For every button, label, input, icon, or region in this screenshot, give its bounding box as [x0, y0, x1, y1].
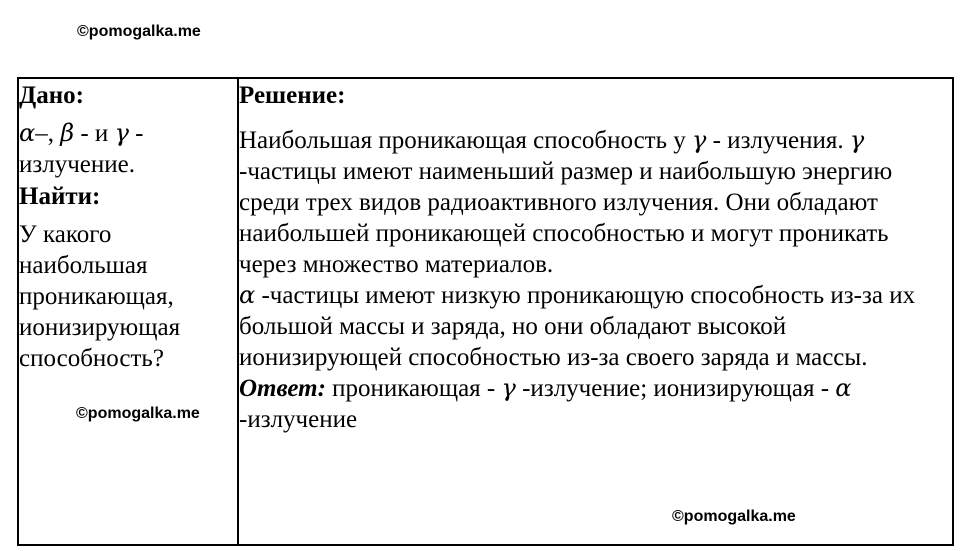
given-after-beta: - и — [74, 120, 115, 147]
beta-symbol: β — [60, 119, 75, 147]
given-header: Дано: — [19, 82, 84, 109]
answer — [239, 373, 952, 435]
p1-text-b: - излучения. — [706, 127, 850, 154]
p2-text: -частицы имеют низкую проникающую способность из-за их большой массы и заряда, но они обладают высокой ионизирующей способностью из-за своего заряда и массы. — [239, 282, 916, 371]
given-after-alpha: –, — [35, 120, 61, 147]
alpha-symbol: α — [835, 374, 852, 402]
watermark-middle: ©pomogalka.me — [76, 405, 200, 422]
solution-header: Решение: — [239, 82, 346, 109]
gamma-symbol: γ — [114, 119, 129, 147]
watermark-bottom: ©pomogalka.me — [672, 508, 796, 525]
given-column — [18, 78, 238, 545]
alpha-symbol: α — [239, 281, 256, 309]
solution-paragraph-2 — [239, 280, 952, 373]
given-particles — [19, 118, 237, 180]
given-after-gamma: - — [128, 120, 144, 147]
watermark-top: ©pomogalka.me — [77, 23, 201, 40]
find-question: У какого наибольшая проникающая, ионизирующая способность? — [19, 221, 181, 372]
answer-label: Ответ: — [239, 375, 326, 402]
gamma-symbol: γ — [692, 126, 707, 154]
solution-table — [17, 77, 954, 546]
p1-text-a: Наибольшая проникающая способность у — [239, 127, 693, 154]
given-particles-line2: излучение. — [19, 151, 136, 178]
find-header: Найти: — [19, 183, 101, 210]
solution-paragraph-1 — [239, 125, 952, 280]
gamma-symbol: γ — [849, 126, 865, 154]
p1-text-c: -частицы имеют наименьший размер и наибольшую энергию среди трех видов радиоактивного излучения. Они обладают наибольшей проникающей способностью и могут проникать через множество материалов. — [239, 158, 893, 278]
answer-text-a: проникающая - — [325, 375, 502, 402]
answer-text-c: -излучение — [239, 406, 358, 433]
alpha-symbol: α — [19, 119, 36, 147]
answer-text-b: -излучение; ионизирующая - — [515, 375, 836, 402]
solution-column — [238, 78, 953, 545]
gamma-symbol: γ — [501, 374, 516, 402]
